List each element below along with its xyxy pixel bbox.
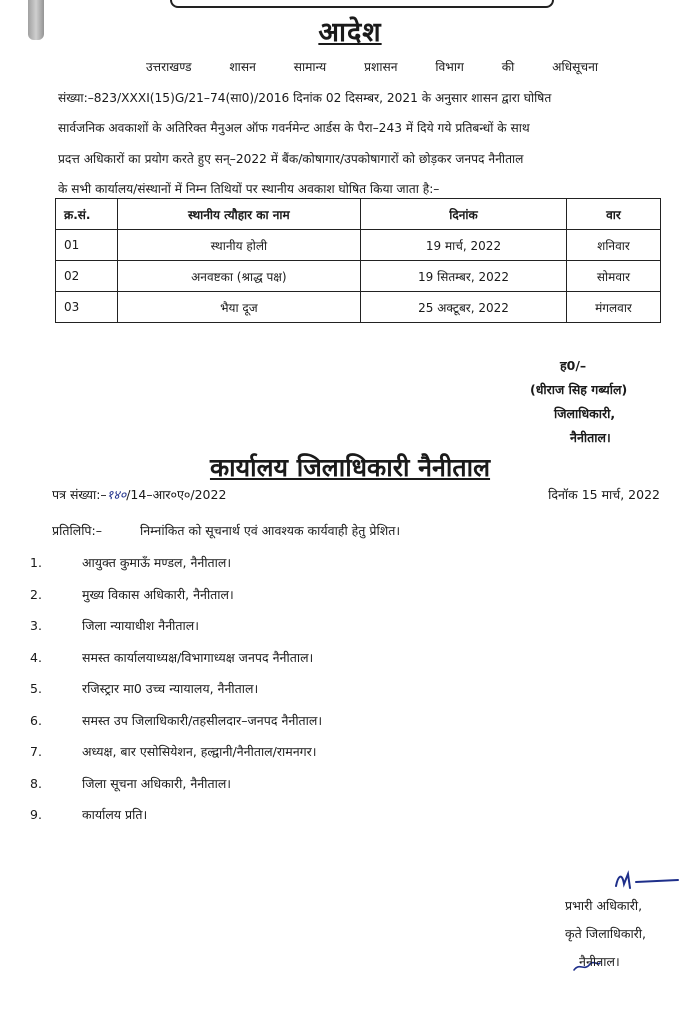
table-row — [56, 230, 661, 261]
recipient-text: जिला न्यायाधीश नैनीताल। — [82, 618, 199, 634]
order-paragraph — [58, 52, 658, 205]
signed-mark: ह0/– — [560, 358, 587, 373]
on-behalf-line: कृते जिलाधिकारी, — [565, 926, 647, 941]
recipient-number: 5. — [30, 681, 42, 697]
recipient-number: 2. — [30, 586, 42, 602]
recipient-text: जिला सूचना अधिकारी, नैनीताल। — [82, 775, 232, 791]
cell-festival: स्थानीय होली — [117, 230, 360, 261]
recipient-text: कार्यालय प्रति। — [82, 807, 148, 823]
cell-date: 25 अक्टूबर, 2022 — [361, 292, 567, 323]
table-header-row — [56, 199, 661, 230]
copy-label: प्रतिलिपि:– — [52, 523, 102, 538]
copy-text: निम्नांकित को सूचनार्थ एवं आवश्यक कार्यवाही हेतु प्रेशित। — [140, 523, 401, 538]
list-item — [30, 736, 322, 768]
office-title: कार्यालय जिलाधिकारी नैनीताल — [209, 453, 491, 482]
signatory-designation: जिलाधिकारी, — [554, 406, 616, 421]
signatory-place: नैनीताल। — [570, 430, 611, 445]
cell-serial: 02 — [56, 261, 118, 292]
recipient-number: 4. — [30, 649, 42, 665]
recipient-number: 3. — [30, 618, 42, 634]
header-serial: क्र.सं. — [56, 199, 118, 230]
table-row — [56, 292, 661, 323]
paragraph-line-5: के सभी कार्यालय/संस्थानों में निम्न तिथियों पर स्थानीय अवकाश घोषित किया जाता है:– — [58, 182, 440, 196]
officer-place: नैनीताल। — [579, 954, 620, 969]
table-row — [56, 261, 661, 292]
recipient-number: 7. — [30, 744, 42, 760]
paragraph-line-1: उत्तराखण्ड शासन सामान्य प्रशासन विभाग की अधिसूचना — [146, 60, 598, 74]
district-magistrate-signature — [530, 354, 680, 450]
recipient-number: 1. — [30, 555, 42, 571]
header-day: वार — [566, 199, 660, 230]
cell-festival: अनवष्टका (श्राद्ध पक्ष) — [117, 261, 360, 292]
handwritten-signature-icon — [612, 868, 682, 894]
holiday-table — [55, 198, 661, 323]
recipient-text: समस्त उप जिलाधिकारी/तहसीलदार–जनपद नैनीताल। — [82, 712, 323, 728]
recipient-number: 8. — [30, 775, 42, 791]
letter-number-suffix: /14–आर०ए०/2022 — [126, 487, 227, 502]
recipient-list — [30, 547, 322, 831]
copy-to-line — [52, 522, 400, 539]
letter-number — [52, 486, 226, 503]
list-item — [30, 673, 322, 705]
cell-festival: भैया दूज — [117, 292, 360, 323]
letter-number-handwritten: १४० — [106, 487, 127, 502]
officer-designation: प्रभारी अधिकारी, — [565, 898, 643, 913]
order-title: आदेश — [318, 17, 382, 48]
cell-day: मंगलवार — [566, 292, 660, 323]
list-item — [30, 642, 322, 674]
recipient-number: 9. — [30, 807, 42, 823]
header-date: दिनांक — [361, 199, 567, 230]
list-item — [30, 610, 322, 642]
cell-serial: 01 — [56, 230, 118, 261]
list-item — [30, 768, 322, 800]
recipient-text: मुख्य विकास अधिकारी, नैनीताल। — [82, 586, 234, 602]
recipient-text: रजिस्ट्रार मा0 उच्च न्यायालय, नैनीताल। — [82, 681, 259, 697]
cell-day: शनिवार — [566, 230, 660, 261]
letter-reference-row — [52, 486, 660, 503]
in-charge-officer-signature — [565, 892, 695, 976]
header-festival: स्थानीय त्यौहार का नाम — [117, 199, 360, 230]
paragraph-line-4: प्रदत्त अधिकारों का प्रयोग करते हुए सन्–2022 में बैंक/कोषागार/उपकोषागारों को छोड़कर जनपद नैनीताल — [58, 151, 524, 166]
signatory-name: (धीराज सिह गर्ब्याल) — [530, 382, 628, 397]
cell-day: सोमवार — [566, 261, 660, 292]
cell-serial: 03 — [56, 292, 118, 323]
letter-number-prefix: पत्र संख्या:– — [52, 487, 107, 502]
list-item — [30, 547, 322, 579]
list-item — [30, 705, 322, 737]
recipient-text: समस्त कार्यालयाध्यक्ष/विभागाध्यक्ष जनपद नैनीताल। — [82, 649, 314, 665]
recipient-text: अध्यक्ष, बार एसोसियेशन, हल्द्वानी/नैनीताल/रामनगर। — [82, 744, 317, 760]
list-item — [30, 579, 322, 611]
cell-date: 19 मार्च, 2022 — [361, 230, 567, 261]
letter-date: दिनॉक 15 मार्च, 2022 — [548, 487, 660, 502]
paragraph-line-2: संख्या:–823/XXXI(15)G/21–74(सा0)/2016 दिनांक 02 दिसम्बर, 2021 के अनुसार शासन द्वारा घोषित — [58, 90, 552, 105]
paragraph-line-3: सार्वजनिक अवकाशों के अतिरिक्त मैनुअल ऑफ गवर्नमेन्ट आर्डस के पैरा–243 में दिये गये प्रतिबन्धों के साथ — [58, 121, 530, 135]
cell-date: 19 सितम्बर, 2022 — [361, 261, 567, 292]
recipient-text: आयुक्त कुमाऊँ मण्डल, नैनीताल। — [82, 555, 232, 571]
list-item — [30, 799, 322, 831]
header-border — [170, 0, 554, 8]
recipient-number: 6. — [30, 712, 42, 728]
